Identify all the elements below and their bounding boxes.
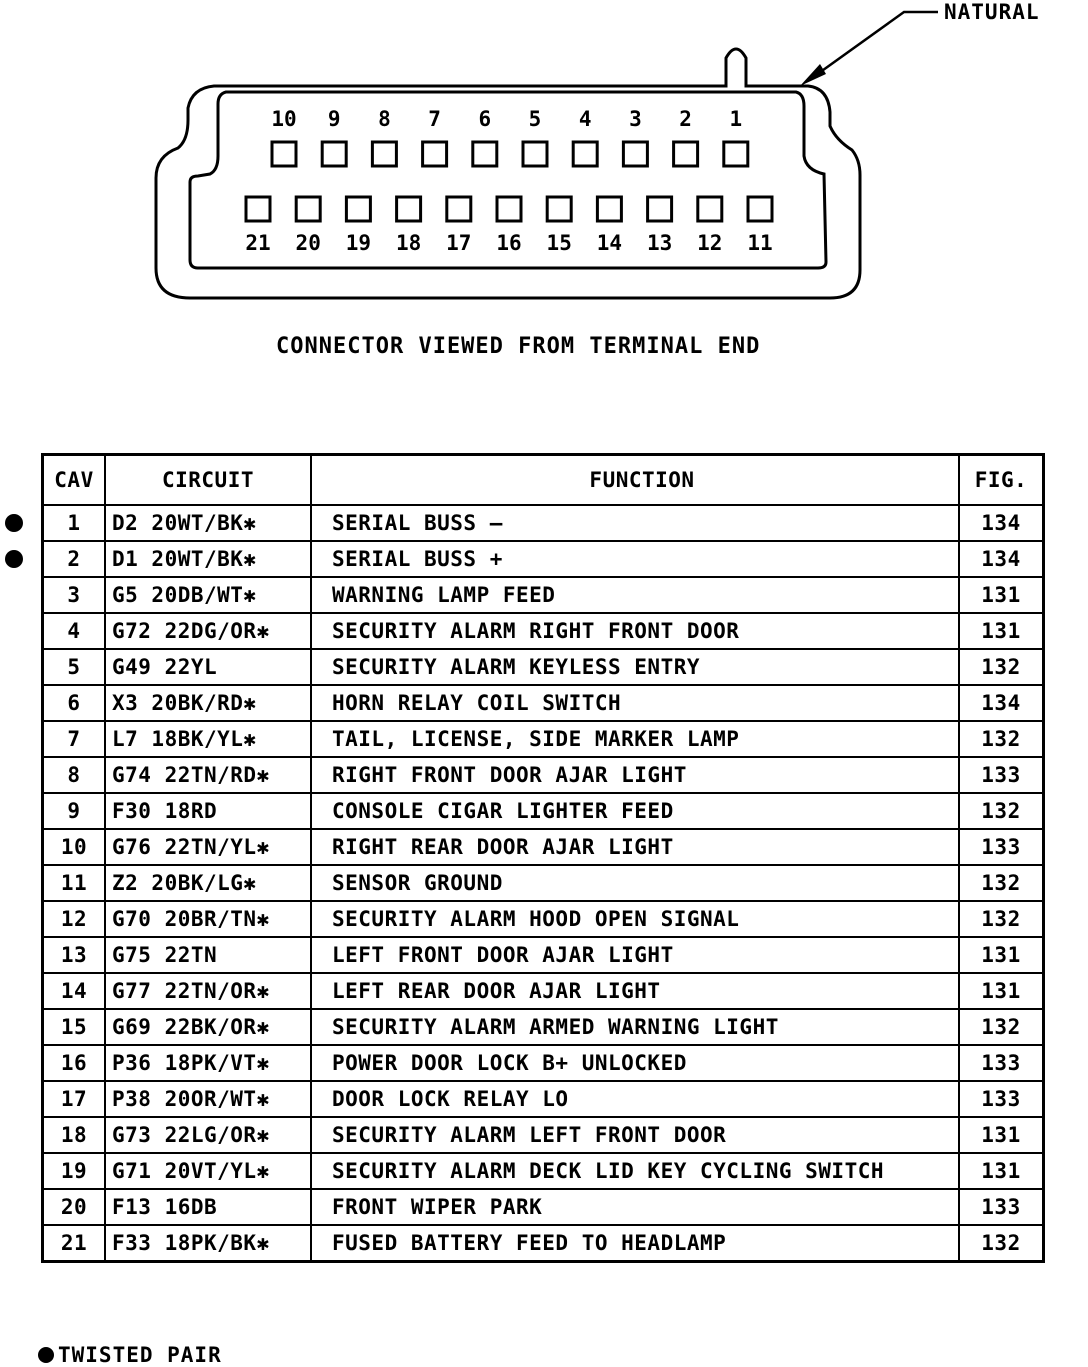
- top-pin-cavity: [573, 142, 597, 166]
- cell-fig: 131: [959, 937, 1044, 973]
- top-pin-cavity: [724, 142, 748, 166]
- cell-fig: 133: [959, 1045, 1044, 1081]
- cell-function: RIGHT REAR DOOR AJAR LIGHT: [311, 829, 959, 865]
- cell-function: FUSED BATTERY FEED TO HEADLAMP: [311, 1225, 959, 1262]
- cell-cav: 2: [43, 541, 106, 577]
- table-row: [43, 1117, 1044, 1153]
- cell-fig: 133: [959, 829, 1044, 865]
- header-function: FUNCTION: [311, 455, 959, 506]
- top-pin-cavity: [372, 142, 396, 166]
- cell-cav: 4: [43, 613, 106, 649]
- top-pin-number: 2: [679, 107, 692, 131]
- cell-fig: 132: [959, 865, 1044, 901]
- bottom-pin-cavity: [447, 197, 471, 221]
- table-row: [43, 541, 1044, 577]
- bottom-pin-number: 18: [395, 231, 422, 255]
- bottom-pin-number: 15: [546, 231, 572, 255]
- bottom-pin-number: 21: [245, 231, 271, 255]
- cell-function: SECURITY ALARM DECK LID KEY CYCLING SWITCH: [311, 1153, 959, 1189]
- cell-circuit: G49 22YL: [105, 649, 311, 685]
- cell-function: HORN RELAY COIL SWITCH: [311, 685, 959, 721]
- cell-fig: 132: [959, 649, 1044, 685]
- bottom-pin-number: 11: [747, 231, 773, 255]
- cell-fig: 132: [959, 793, 1044, 829]
- cell-fig: 132: [959, 1225, 1044, 1262]
- cell-function: SERIAL BUSS —: [311, 505, 959, 541]
- bottom-pin-number: 13: [646, 231, 673, 255]
- cell-function: WARNING LAMP FEED: [311, 577, 959, 613]
- top-pin-number: 1: [729, 107, 743, 131]
- cell-cav: 6: [43, 685, 106, 721]
- cell-function: CONSOLE CIGAR LIGHTER FEED: [311, 793, 959, 829]
- cell-cav: 21: [43, 1225, 106, 1262]
- table-row: [43, 901, 1044, 937]
- cell-function: SECURITY ALARM ARMED WARNING LIGHT: [311, 1009, 959, 1045]
- cell-function: FRONT WIPER PARK: [311, 1189, 959, 1225]
- cell-fig: 133: [959, 757, 1044, 793]
- table-row: [43, 577, 1044, 613]
- bottom-pin-number: 17: [446, 231, 472, 255]
- top-pin-cavity: [322, 142, 346, 166]
- header-fig: FIG.: [959, 455, 1044, 506]
- cell-circuit: G5 20DB/WT✱: [105, 577, 311, 613]
- cell-fig: 132: [959, 901, 1044, 937]
- cell-fig: 133: [959, 1189, 1044, 1225]
- cell-fig: 131: [959, 973, 1044, 1009]
- cell-circuit: F13 16DB: [105, 1189, 311, 1225]
- table-row: [43, 1081, 1044, 1117]
- cell-cav: 14: [43, 973, 106, 1009]
- top-pin-cavity: [674, 142, 698, 166]
- top-pin-cavity: [473, 142, 497, 166]
- table-row: [43, 793, 1044, 829]
- table-row: [43, 829, 1044, 865]
- bottom-pin-number: 19: [345, 231, 372, 255]
- natural-leader-line: [812, 12, 938, 78]
- bottom-pin-cavity: [648, 197, 672, 221]
- header-circuit: CIRCUIT: [105, 455, 311, 506]
- cell-circuit: P38 20OR/WT✱: [105, 1081, 311, 1117]
- cell-circuit: G72 22DG/OR✱: [105, 613, 311, 649]
- table-row: [43, 505, 1044, 541]
- bottom-pin-cavity: [748, 197, 772, 221]
- cell-cav: 3: [43, 577, 106, 613]
- cell-function: SENSOR GROUND: [311, 865, 959, 901]
- cell-function: SECURITY ALARM LEFT FRONT DOOR: [311, 1117, 959, 1153]
- cell-function: SERIAL BUSS +: [311, 541, 959, 577]
- cell-circuit: G69 22BK/OR✱: [105, 1009, 311, 1045]
- bottom-pin-cavity: [246, 197, 270, 221]
- cell-circuit: G73 22LG/OR✱: [105, 1117, 311, 1153]
- table-row: [43, 613, 1044, 649]
- cell-circuit: G71 20VT/YL✱: [105, 1153, 311, 1189]
- table-header-row: [43, 455, 1044, 506]
- cell-fig: 131: [959, 1153, 1044, 1189]
- cell-circuit: P36 18PK/VT✱: [105, 1045, 311, 1081]
- cell-circuit: G76 22TN/YL✱: [105, 829, 311, 865]
- pinout-table: [41, 453, 1045, 1263]
- natural-leader-arrow: [800, 64, 826, 86]
- bottom-pin-cavity: [497, 197, 521, 221]
- cell-function: SECURITY ALARM HOOD OPEN SIGNAL: [311, 901, 959, 937]
- bottom-pin-cavity: [397, 197, 421, 221]
- cell-function: LEFT REAR DOOR AJAR LIGHT: [311, 973, 959, 1009]
- table-row: [43, 937, 1044, 973]
- cell-fig: 133: [959, 1081, 1044, 1117]
- bottom-pin-number: 12: [697, 231, 723, 255]
- cell-fig: 131: [959, 1117, 1044, 1153]
- cell-fig: 134: [959, 541, 1044, 577]
- cell-fig: 131: [959, 613, 1044, 649]
- legend-text: TWISTED PAIR: [58, 1343, 222, 1367]
- cell-function: DOOR LOCK RELAY LO: [311, 1081, 959, 1117]
- top-pin-number: 4: [578, 107, 592, 131]
- table-row: [43, 721, 1044, 757]
- cell-circuit: L7 18BK/YL✱: [105, 721, 311, 757]
- cell-cav: 17: [43, 1081, 106, 1117]
- cell-cav: 1: [43, 505, 106, 541]
- cell-fig: 132: [959, 1009, 1044, 1045]
- cell-cav: 16: [43, 1045, 106, 1081]
- cell-circuit: G70 20BR/TN✱: [105, 901, 311, 937]
- cell-cav: 19: [43, 1153, 106, 1189]
- cell-circuit: G75 22TN: [105, 937, 311, 973]
- connector-caption: CONNECTOR VIEWED FROM TERMINAL END: [276, 334, 761, 359]
- table-row: [43, 757, 1044, 793]
- cell-cav: 15: [43, 1009, 106, 1045]
- header-cav: CAV: [43, 455, 106, 506]
- connector-housing-outer: [156, 49, 860, 298]
- cell-cav: 20: [43, 1189, 106, 1225]
- top-pin-number: 5: [528, 107, 542, 131]
- natural-label: NATURAL: [944, 0, 1040, 24]
- cell-cav: 13: [43, 937, 106, 973]
- table-row: [43, 1045, 1044, 1081]
- top-pin-number: 10: [271, 107, 297, 131]
- cell-function: SECURITY ALARM RIGHT FRONT DOOR: [311, 613, 959, 649]
- bottom-pin-number: 16: [496, 231, 522, 255]
- table-row: [43, 1009, 1044, 1045]
- cell-fig: 134: [959, 505, 1044, 541]
- legend: [38, 1343, 222, 1367]
- top-pin-number: 9: [327, 107, 341, 131]
- top-pin-number: 8: [378, 107, 391, 131]
- top-pin-cavity: [523, 142, 547, 166]
- cell-function: LEFT FRONT DOOR AJAR LIGHT: [311, 937, 959, 973]
- cell-cav: 18: [43, 1117, 106, 1153]
- cell-function: RIGHT FRONT DOOR AJAR LIGHT: [311, 757, 959, 793]
- top-pin-number: 7: [428, 107, 441, 131]
- cell-circuit: D1 20WT/BK✱: [105, 541, 311, 577]
- bottom-pin-number: 20: [295, 231, 321, 255]
- cell-cav: 5: [43, 649, 106, 685]
- cell-circuit: X3 20BK/RD✱: [105, 685, 311, 721]
- table-row: [43, 865, 1044, 901]
- cell-function: TAIL, LICENSE, SIDE MARKER LAMP: [311, 721, 959, 757]
- cell-fig: 132: [959, 721, 1044, 757]
- table-row: [43, 1225, 1044, 1262]
- bottom-pin-cavity: [346, 197, 370, 221]
- cell-circuit: F30 18RD: [105, 793, 311, 829]
- cell-cav: 7: [43, 721, 106, 757]
- cell-circuit: G77 22TN/OR✱: [105, 973, 311, 1009]
- bottom-pin-cavity: [597, 197, 621, 221]
- cell-cav: 11: [43, 865, 106, 901]
- connector-diagram: [0, 0, 1088, 320]
- table-row: [43, 1189, 1044, 1225]
- table-row: [43, 1153, 1044, 1189]
- bottom-pin-number: 14: [596, 231, 623, 255]
- table-row: [43, 649, 1044, 685]
- top-pin-cavity: [272, 142, 296, 166]
- top-pin-cavity: [623, 142, 647, 166]
- twisted-pair-dot-icon: [38, 1347, 54, 1363]
- top-pin-number: 6: [478, 107, 492, 131]
- cell-function: SECURITY ALARM KEYLESS ENTRY: [311, 649, 959, 685]
- cell-function: POWER DOOR LOCK B+ UNLOCKED: [311, 1045, 959, 1081]
- cell-cav: 10: [43, 829, 106, 865]
- cell-cav: 8: [43, 757, 106, 793]
- cell-fig: 131: [959, 577, 1044, 613]
- bottom-pin-cavity: [547, 197, 571, 221]
- bottom-pin-cavity: [698, 197, 722, 221]
- bottom-pin-cavity: [296, 197, 320, 221]
- cell-circuit: Z2 20BK/LG✱: [105, 865, 311, 901]
- twisted-pair-dot-icon: [5, 550, 23, 568]
- cell-circuit: G74 22TN/RD✱: [105, 757, 311, 793]
- cell-circuit: D2 20WT/BK✱: [105, 505, 311, 541]
- top-pin-number: 3: [629, 107, 642, 131]
- table-row: [43, 685, 1044, 721]
- table-row: [43, 973, 1044, 1009]
- top-pin-cavity: [423, 142, 447, 166]
- cell-fig: 134: [959, 685, 1044, 721]
- cell-circuit: F33 18PK/BK✱: [105, 1225, 311, 1262]
- twisted-pair-dot-icon: [5, 514, 23, 532]
- cell-cav: 12: [43, 901, 106, 937]
- cell-cav: 9: [43, 793, 106, 829]
